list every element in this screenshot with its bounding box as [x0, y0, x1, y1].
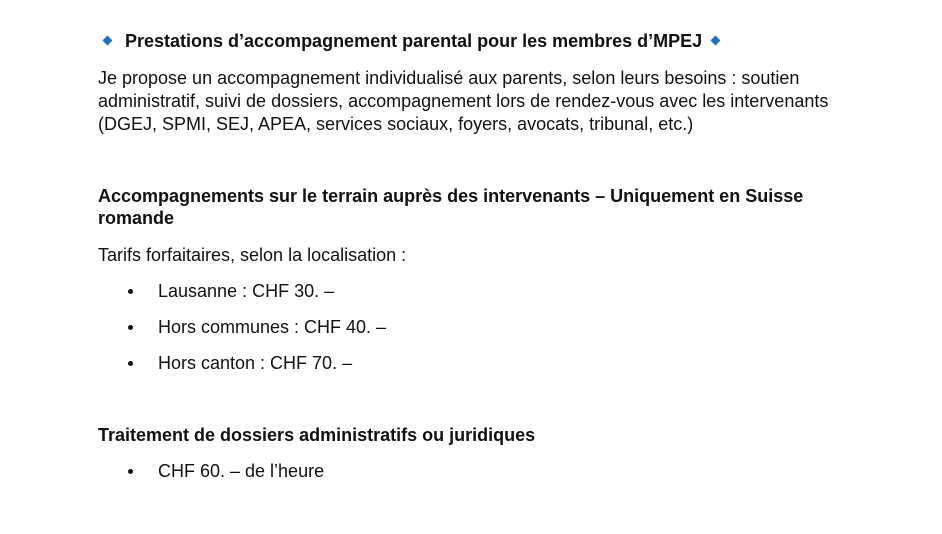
- section-heading-dossiers: Traitement de dossiers administratifs ou juridiques: [98, 425, 536, 445]
- list-item-text: CHF 60. – de l’heure: [158, 461, 325, 481]
- list-item-text: Lausanne : CHF 30. –: [158, 281, 335, 301]
- list-item: [126, 352, 386, 388]
- list-item: [126, 316, 386, 352]
- section-heading-terrain: Accompagnements sur le terrain auprès des intervenants – Uniquement en Suisse romande: [98, 186, 804, 228]
- page-title: Prestations d’accompagnement parental pour les membres d’MPEJ: [125, 31, 703, 51]
- tarifs-subtitle: Tarifs forfaitaires, selon la localisation :: [98, 245, 407, 265]
- list-item: [126, 460, 324, 496]
- list-item-text: Hors communes : CHF 40. –: [158, 317, 387, 337]
- bullet-dot-icon: [128, 361, 133, 366]
- list-item-text: Hors canton : CHF 70. –: [158, 353, 353, 373]
- dossiers-list: [126, 460, 324, 496]
- blue-diamond-icon: [711, 35, 721, 45]
- blue-diamond-icon: [103, 35, 113, 45]
- tarifs-list: [126, 280, 386, 388]
- bullet-dot-icon: [128, 289, 133, 294]
- list-item: [126, 280, 386, 316]
- bullet-dot-icon: [128, 325, 133, 330]
- bullet-dot-icon: [128, 469, 133, 474]
- intro-paragraph: Je propose un accompagnement individualisé aux parents, selon leurs besoins : soutien administratif, suivi de dossiers, accompagnement lors de rendez-vous avec les intervenants (DGEJ, SPMI, SEJ, APEA, services sociaux, foyers, avocats, tribunal, etc.): [98, 68, 829, 134]
- title-line: [104, 30, 719, 52]
